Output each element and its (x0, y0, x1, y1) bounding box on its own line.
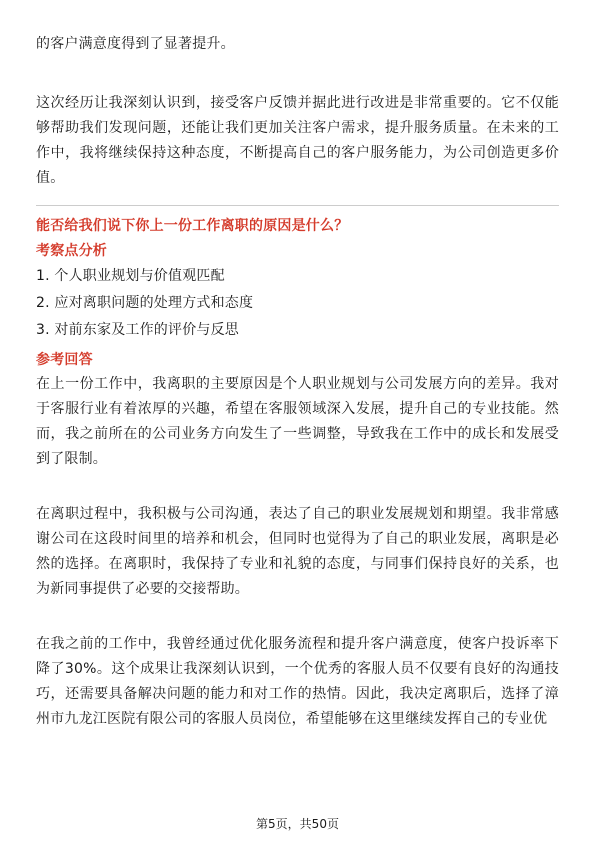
list-item: 2. 应对离职问题的处理方式和态度 (36, 295, 254, 311)
analysis-list (36, 263, 559, 344)
question-heading: 能否给我们说下你上一份工作离职的原因是什么？ (36, 218, 349, 234)
spacer (36, 472, 559, 502)
spacer (36, 57, 559, 91)
spacer (36, 602, 559, 632)
document-page (36, 32, 559, 732)
answer-paragraph: 在离职过程中，我积极与公司沟通，表达了自己的职业发展规划和期望。我非常感谢公司在这段时间里的培养和机会，但同时也觉得为了自己的职业发展，离职是必然的选择。在离职时，我保持了专业和礼貌的态度，与同事们保持良好的关系，也为新同事提供了必要的交接帮助。 (36, 506, 559, 597)
list-item: 3. 对前东家及工作的评价与反思 (36, 322, 240, 338)
body-paragraph: 的客户满意度得到了显著提升。 (36, 36, 235, 52)
answer-paragraph: 在上一份工作中，我离职的主要原因是个人职业规划与公司发展方向的差异。我对于客服行业有着浓厚的兴趣，希望在客服领域深入发展，提升自己的专业技能。然而，我之前所在的公司业务方向发生了一些调整，导致我在工作中的成长和发展受到了限制。 (36, 376, 559, 467)
analysis-title: 考察点分析 (36, 243, 107, 259)
page-number: 第5页，共50页 (256, 817, 339, 831)
section-divider (36, 205, 559, 206)
answer-title: 参考回答 (36, 352, 93, 368)
list-item: 1. 个人职业规划与价值观匹配 (36, 268, 225, 284)
answer-paragraph: 在我之前的工作中，我曾经通过优化服务流程和提升客户满意度，使客户投诉率下降了30%。这个成果让我深刻认识到，一个优秀的客服人员不仅要有良好的沟通技巧，还需要具备解决问题的能力和对工作的热情。因此，我决定离职后，选择了漳州市九龙江医院有限公司的客服人员岗位，希望能够在这里继续发挥自己的专业优 (36, 636, 559, 727)
body-paragraph: 这次经历让我深刻认识到，接受客户反馈并据此进行改进是非常重要的。它不仅能够帮助我们发现问题，还能让我们更加关注客户需求，提升服务质量。在未来的工作中，我将继续保持这种态度，不断提高自己的客户服务能力，为公司创造更多价值。 (36, 95, 559, 186)
